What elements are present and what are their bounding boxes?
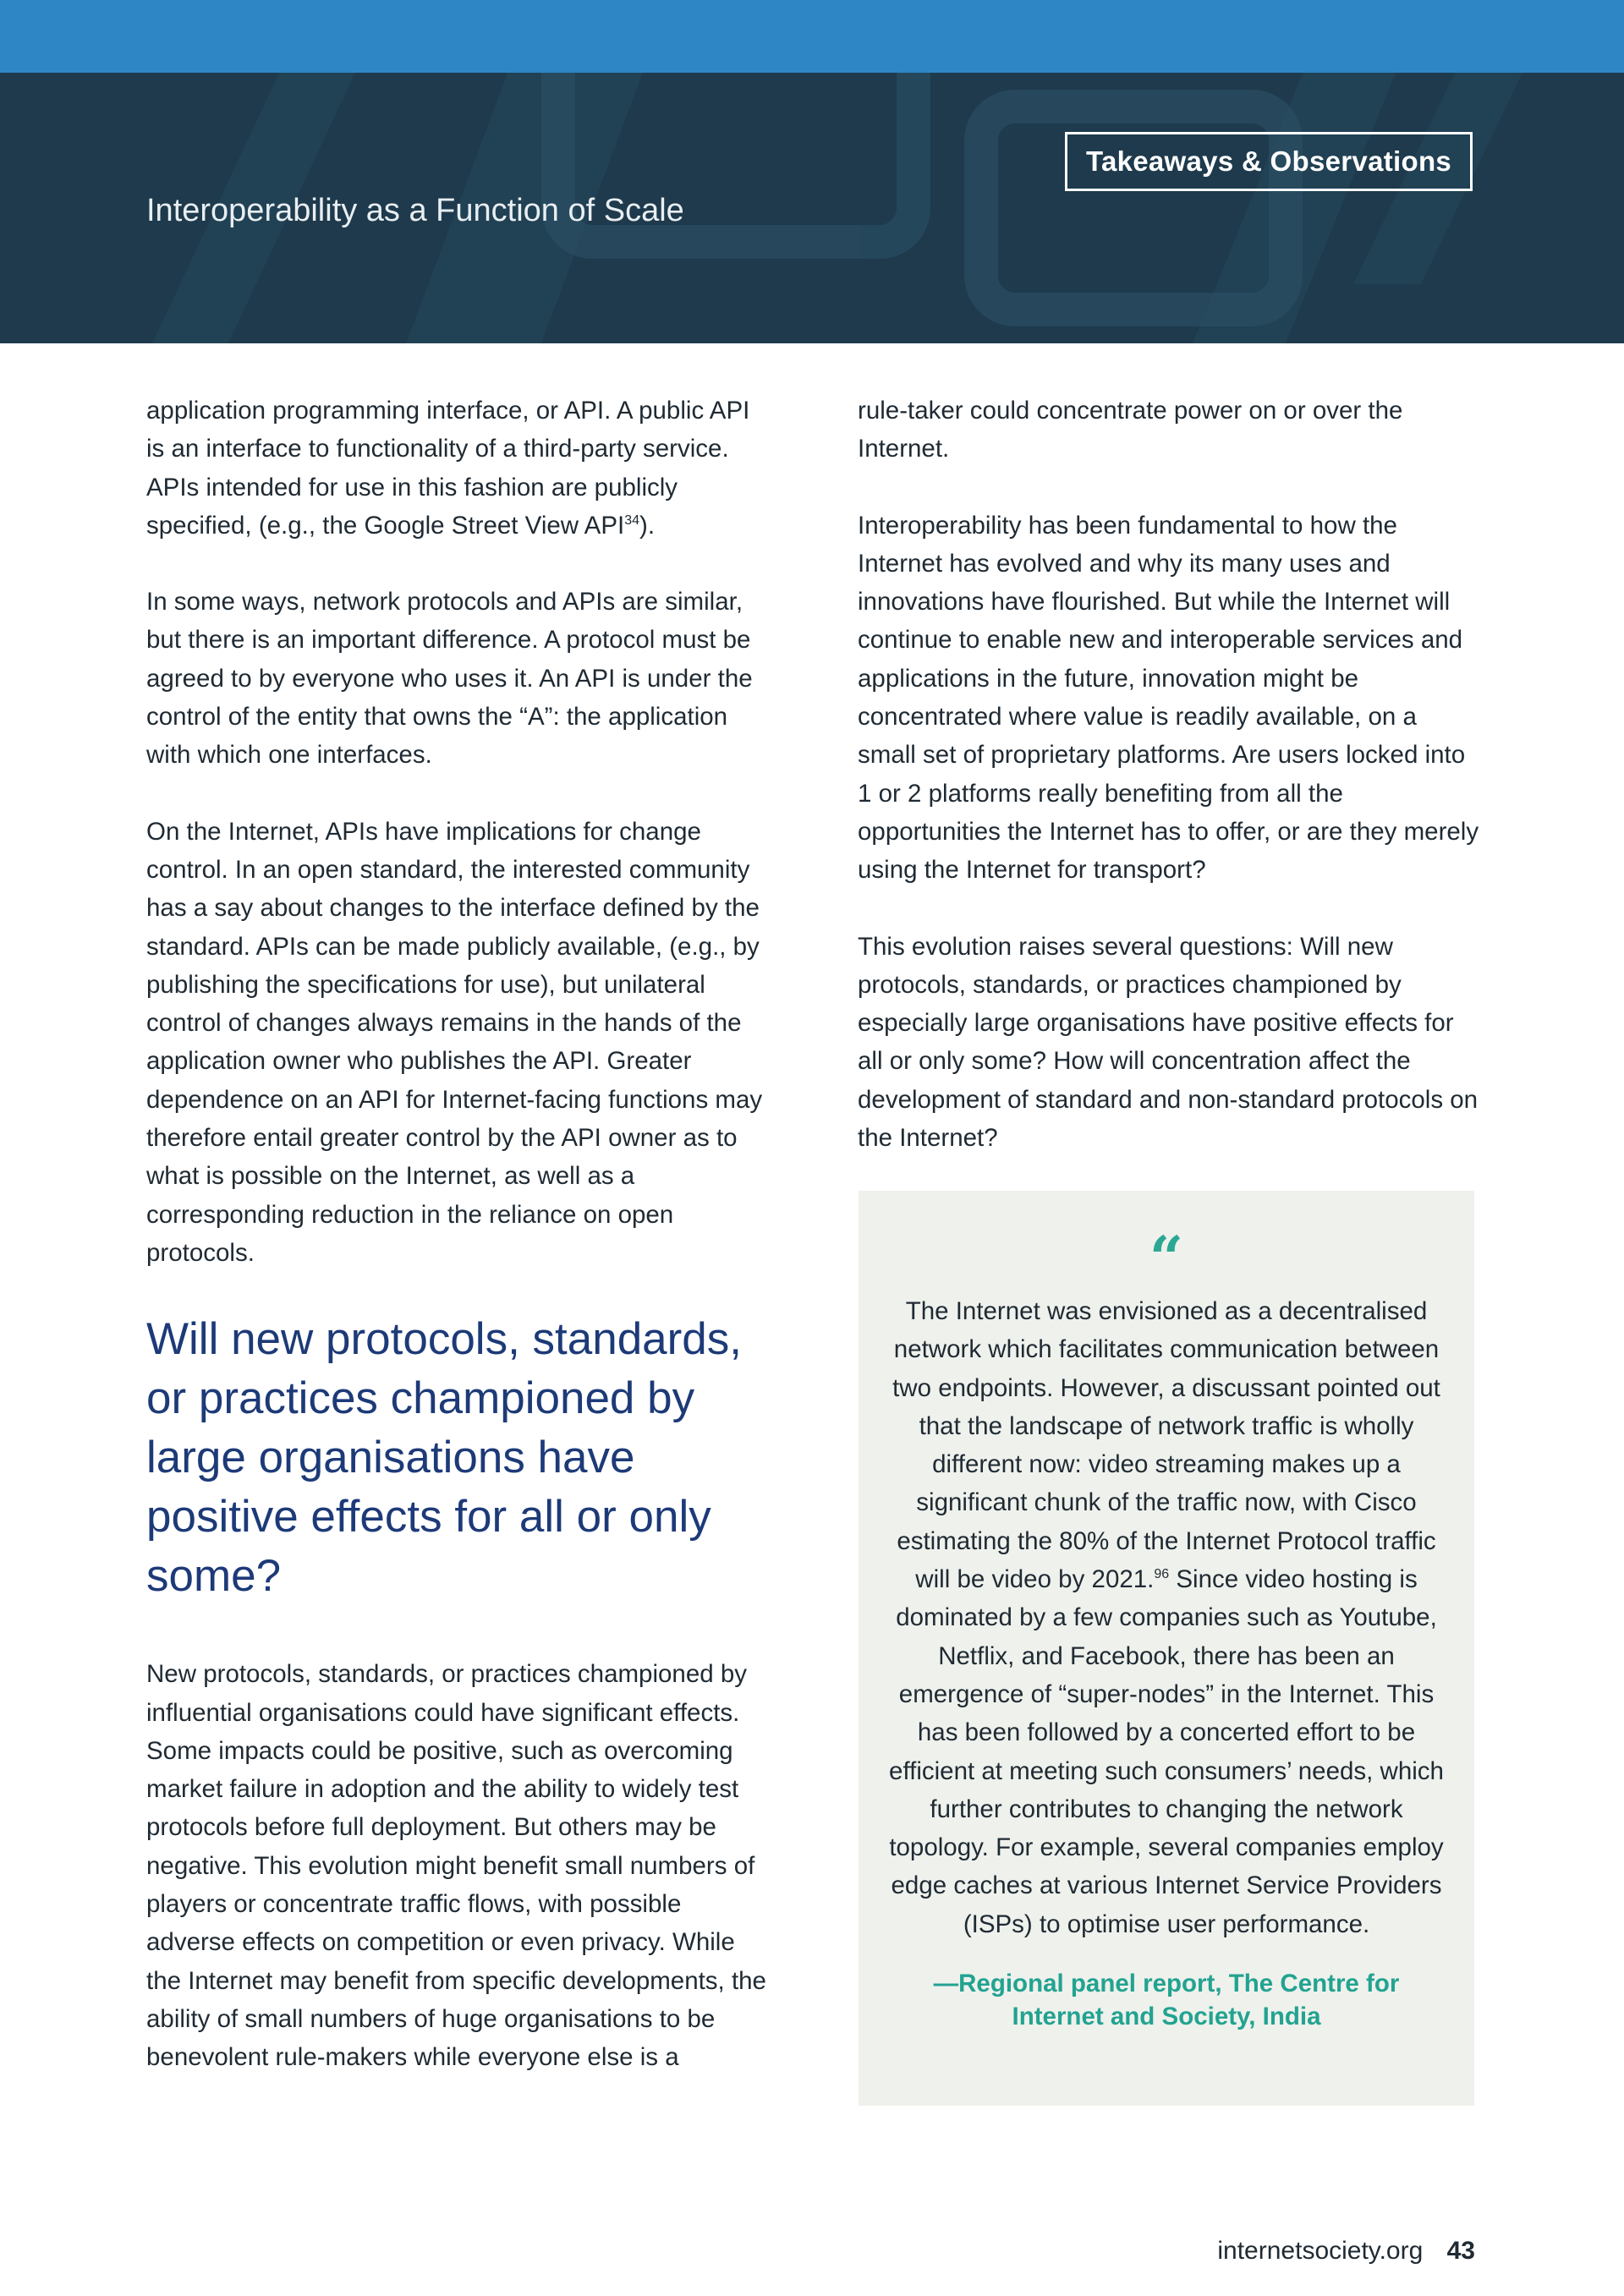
right-column	[858, 392, 1479, 1195]
footer-site: internetsociety.org	[1217, 2237, 1424, 2265]
paragraph: This evolution raises several questions: Will new protocols, standards, or practices championed by especially large organisations have positive effects for all or only some? How will concentration affect the development of standard and non-standard protocols on the Internet?	[858, 932, 1479, 1153]
footnote-ref: 34	[624, 513, 639, 529]
quote-box	[859, 1191, 1474, 2106]
paragraph: In some ways, network protocols and APIs are similar, but there is an important difference. A protocol must be agreed to by everyone who uses it. An API is under the control of the entity that owns the “A”: the application with which one interfaces.	[146, 588, 753, 770]
paragraph: application programming interface, or API. A public API is an interface to functionality of a third-party service. APIs intended for use in this fashion are publicly specified, (e.g., the Google Street View API$^{34}$).	[146, 397, 750, 540]
section-tag: Takeaways & Observations	[1065, 132, 1473, 191]
footnote-ref: 96	[1154, 1567, 1170, 1582]
header-band	[0, 73, 1624, 343]
page-number: 43	[1446, 2237, 1475, 2265]
paragraph: Interoperability has been fundamental to how the Internet has evolved and why its many uses and innovations have flourished. But while the Internet will continue to enable new and interoperable services and applications in the future, innovation might be concentrated where value is readily available, on a small set of proprietary platforms. Are users locked into 1 or 2 platforms really benefiting from all the opportunities the Internet has to offer, or are they merely using the Internet for transport?	[858, 511, 1479, 885]
quote-attribution: —Regional panel report, The Centre for Internet and Society, India	[933, 1970, 1400, 2031]
section-heading: Will new protocols, standards, or practices championed by large organisations have positive effects for all or only some?	[146, 1314, 743, 1602]
running-title: Interoperability as a Function of Scale	[146, 193, 684, 228]
paragraph: rule-taker could concentrate power on or over the Internet.	[858, 397, 1403, 463]
top-color-bar	[0, 0, 1624, 73]
paragraph: On the Internet, APIs have implications for change control. In an open standard, the interested community has a say about changes to the interface defined by the standard. APIs can be made publicly available, (e.g., by publishing the specifications for use), but unilateral control of changes always remains in the hands of the application owner who publishes the API. Greater dependence on an API for Internet-facing functions may therefore entail greater control by the API owner as to what is possible on the Internet, as well as a corresponding reduction in the reliance on open protocols.	[146, 817, 763, 1267]
quote-text: The Internet was envisioned as a decentralised network which facilitates communication between two endpoints. However, a discussant pointed out that the landscape of network traffic is wholly different now: video streaming makes up a significant chunk of the traffic now, with Cisco estimating the 80% of the Internet Protocol traffic will be video by 2021.96 Since video hosting is dominated by a few companies such as Youtube, Netflix, and Facebook, there has been an emergence of “super-nodes” in the Internet. This has been followed by a concerted effort to be efficient at meeting such consumers’ needs, which further contributes to changing the network topology. For example, several companies employ edge caches at various Internet Service Providers (ISPs) to optimise user performance.	[889, 1297, 1444, 1938]
paragraph: New protocols, standards, or practices championed by influential organisations could have significant effects. Some impacts could be positive, such as overcoming market failure in adoption and the ability to widely test protocols before full deployment. But others may be negative. This evolution might benefit small numbers of players or concentrate traffic flows, with possible adverse effects on competition or even privacy. While the Internet may benefit from specific developments, the ability of small numbers of huge organisations to be benevolent rule-makers while everyone else is a	[146, 1660, 766, 2072]
page-footer	[1217, 2237, 1475, 2266]
left-column	[146, 392, 772, 2115]
quote-icon: “	[1149, 1223, 1184, 1293]
